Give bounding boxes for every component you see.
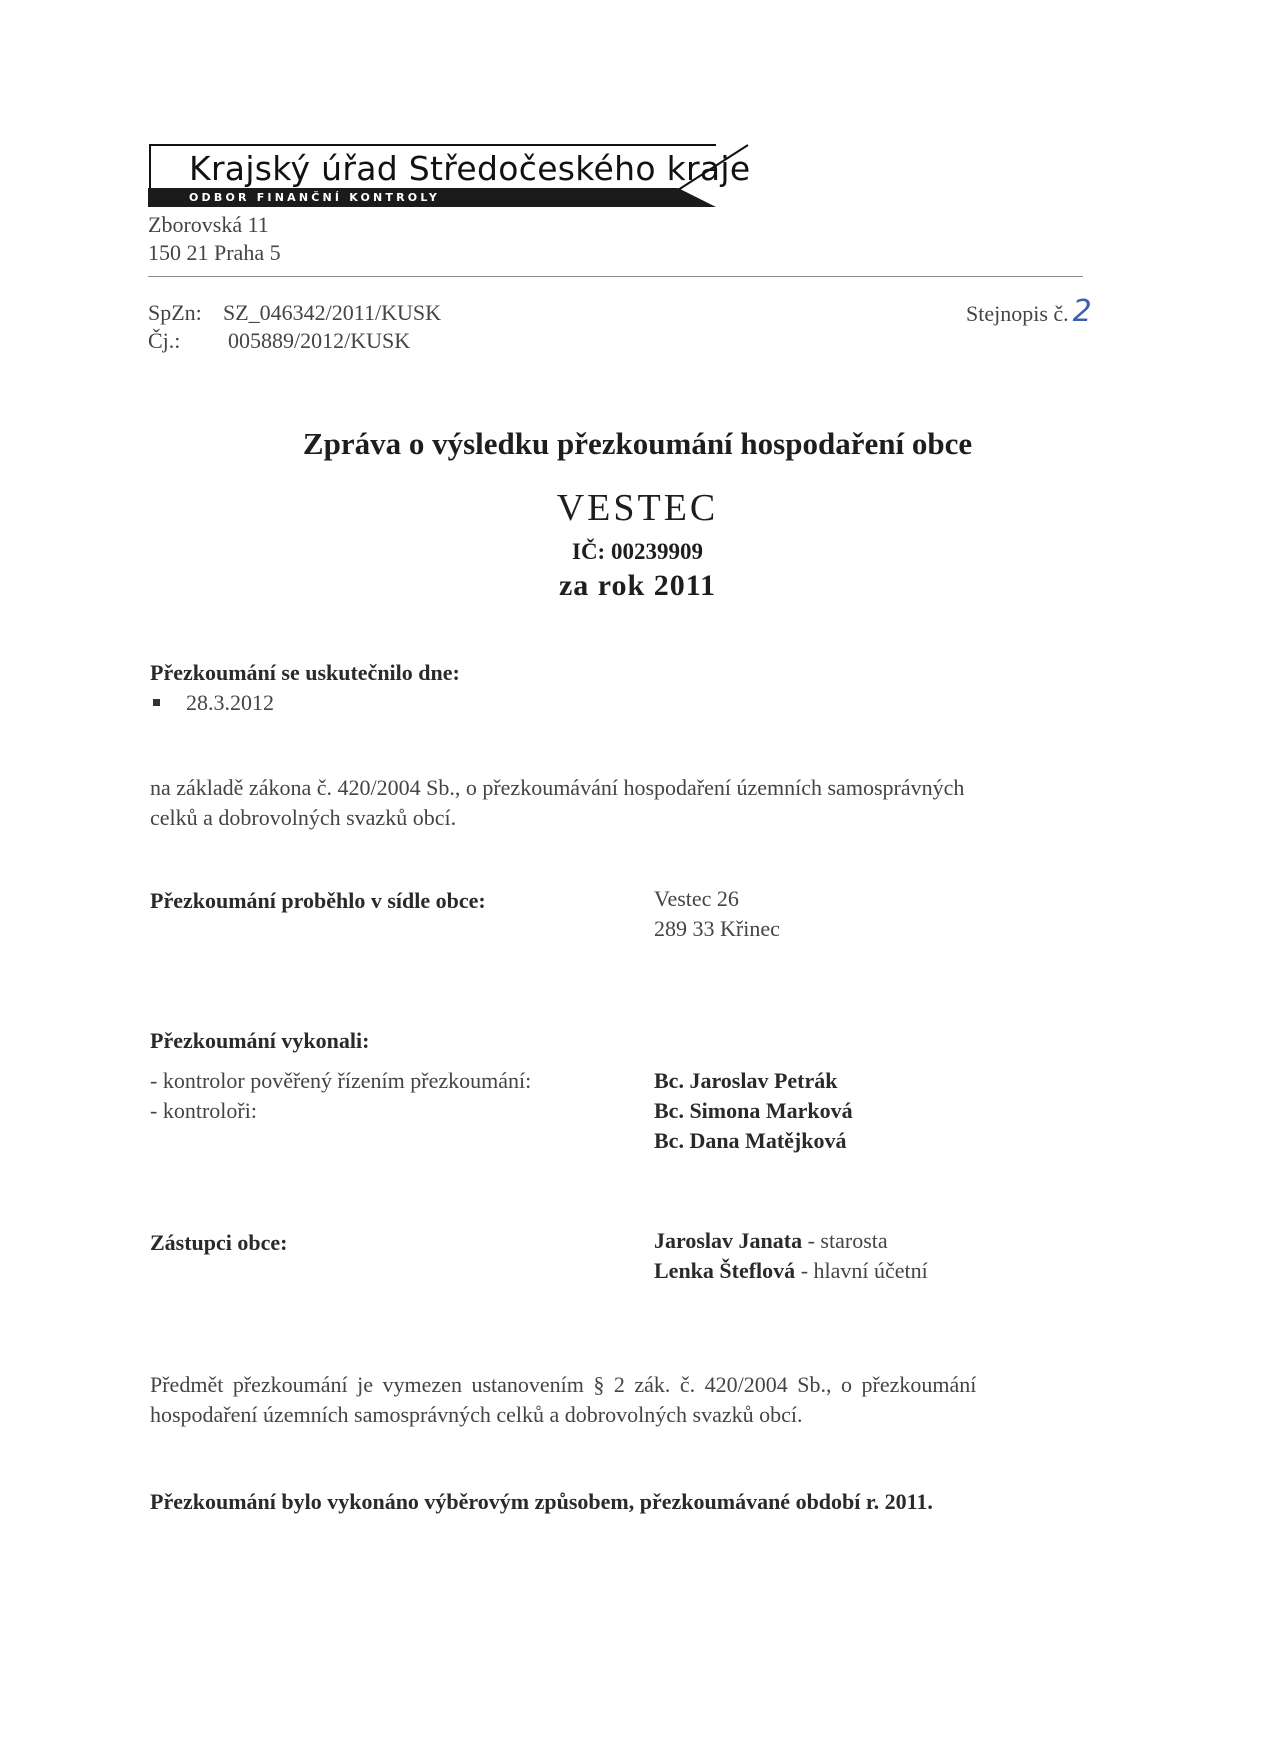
bullet-icon [153, 699, 160, 706]
spzn-value: SZ_046342/2011/KUSK [223, 300, 441, 325]
subject-line1: Předmět přezkoumání je vymezen ustanovením § 2 zák. č. 420/2004 Sb., o přezkoumání [150, 1372, 977, 1397]
header-divider [148, 276, 1083, 277]
office-name: Krajský úřad Středočeského kraje [189, 149, 751, 188]
location-line2: 289 33 Křinec [654, 916, 780, 941]
location-label: Přezkoumání proběhlo v sídle obce: [150, 888, 486, 913]
representative-row [654, 1256, 928, 1286]
representative-role: - hlavní účetní [795, 1258, 928, 1283]
address-street: Zborovská 11 [148, 212, 269, 237]
legal-basis [150, 773, 1085, 833]
cj-row [148, 328, 410, 354]
copy-number-handwritten: 2 [1072, 294, 1092, 329]
location-line1: Vestec 26 [654, 886, 739, 911]
representative-role: - starosta [802, 1228, 888, 1253]
reviewer-name: Bc. Simona Marková [654, 1098, 853, 1123]
copy-label: Stejnopis č. [966, 301, 1069, 326]
department-name: ODBOR FINANČNÍ KONTROLY [189, 191, 441, 204]
legal-basis-line2: celků a dobrovolných svazků obcí. [150, 805, 457, 830]
reviewer-roles [150, 1066, 531, 1126]
copy-number-row [966, 294, 1092, 329]
spzn-row [148, 300, 441, 326]
review-date-item [153, 688, 274, 718]
address-city: 150 21 Praha 5 [148, 240, 281, 265]
cj-value: 005889/2012/KUSK [228, 328, 411, 353]
reviewer-names [654, 1066, 853, 1156]
cj-label: Čj.: [148, 328, 181, 353]
office-address [148, 211, 281, 267]
lead-reviewer-role: - kontrolor pověřený řízením přezkoumání: [150, 1068, 532, 1093]
spzn-label: SpZn: [148, 300, 202, 325]
location-address [654, 884, 780, 944]
report-year: za rok 2011 [558, 569, 717, 602]
legal-basis-line1: na základě zákona č. 420/2004 Sb., o přezkoumávání hospodaření územních samosprávných [150, 775, 965, 800]
report-title: Zpráva o výsledku přezkoumání hospodaření obce [302, 426, 973, 461]
letterhead-logo [148, 143, 758, 210]
reviewer-name: Bc. Dana Matějková [654, 1128, 847, 1153]
representatives-label: Zástupci obce: [150, 1230, 288, 1255]
representative-name: Jaroslav Janata [654, 1228, 803, 1253]
lead-reviewer-name: Bc. Jaroslav Petrák [654, 1068, 838, 1093]
representative-row [654, 1226, 928, 1256]
subject-paragraph [150, 1370, 1090, 1430]
other-reviewers-role: - kontroloři: [150, 1098, 257, 1123]
representatives-list [654, 1226, 928, 1286]
reviewers-label: Přezkoumání vykonali: [150, 1028, 370, 1053]
subject-line2: hospodaření územních samosprávných celků a dobrovolných svazků obcí. [150, 1402, 803, 1427]
municipality-name: VESTEC [556, 487, 719, 529]
review-date-label: Přezkoumání se uskutečnilo dne: [150, 660, 460, 685]
review-method: Přezkoumání bylo vykonáno výběrovým způsobem, přezkoumávané období r. 2011. [150, 1489, 933, 1514]
representative-name: Lenka Šteflová [654, 1258, 796, 1283]
municipality-ic: IČ: 00239909 [572, 539, 703, 564]
review-date-value: 28.3.2012 [186, 690, 274, 715]
